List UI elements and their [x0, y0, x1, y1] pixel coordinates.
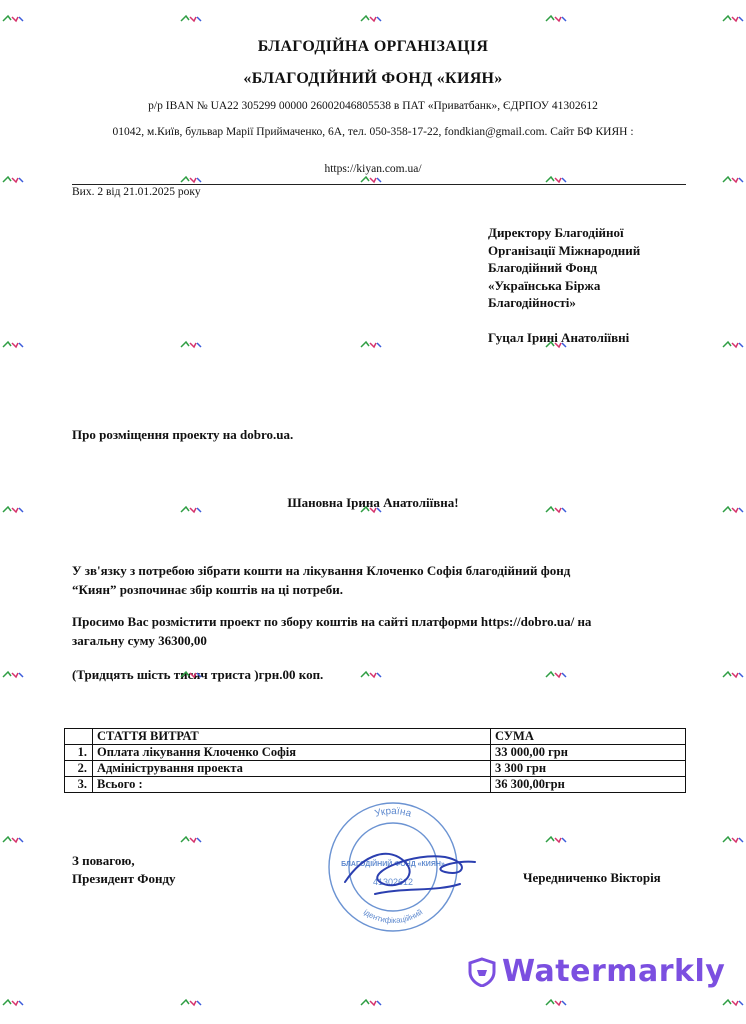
scan-mark-icon: [722, 14, 744, 24]
regards-text: З повагою,: [72, 853, 135, 868]
stamp-top-text: Україна: [373, 805, 413, 820]
scan-mark-icon: [180, 505, 202, 515]
scan-mark-stroke: [190, 508, 196, 512]
scan-mark-icon: [545, 835, 567, 845]
scan-mark-stroke: [3, 672, 11, 677]
body-paragraph-2: [72, 612, 682, 650]
scan-mark-icon: [180, 175, 202, 185]
scan-mark-stroke: [370, 343, 376, 347]
scan-mark-stroke: [181, 507, 189, 512]
scan-mark-stroke: [19, 1001, 23, 1005]
scan-mark-stroke: [19, 508, 23, 512]
scan-mark-stroke: [19, 178, 23, 182]
scan-mark-icon: [360, 998, 382, 1008]
scan-mark-stroke: [181, 177, 189, 182]
scan-mark-icon: [2, 998, 24, 1008]
scan-mark-stroke: [181, 16, 189, 21]
signer-position: Президент Фонду: [72, 871, 176, 886]
table-row: [65, 777, 686, 793]
scan-mark-stroke: [12, 17, 18, 21]
scan-mark-stroke: [723, 342, 731, 347]
scan-mark-stroke: [12, 673, 18, 677]
scan-mark-stroke: [361, 16, 369, 21]
scan-mark-icon: [545, 14, 567, 24]
scan-mark-icon: [360, 340, 382, 350]
row-amount: 33 000,00 грн: [491, 745, 686, 761]
scan-mark-stroke: [181, 837, 189, 842]
scan-mark-stroke: [197, 673, 201, 677]
stamp-code-text: 41302612: [372, 877, 414, 887]
scan-mark-icon: [180, 670, 202, 680]
address-line: 01042, м.Київ, бульвар Марії Приймаченко, 6А, тел. 050-358-17-22, fondkian@gmail.com. Сайт БФ КИЯН :: [112, 126, 634, 138]
scan-mark-stroke: [190, 673, 196, 677]
scan-mark-stroke: [739, 838, 743, 842]
addressee-name: Гуцал Ірині Анатоліївні: [488, 329, 630, 345]
scan-mark-stroke: [562, 673, 566, 677]
row-item: Адміністрування проекта: [93, 761, 491, 777]
body-line: У зв'язку з потребою зібрати кошти на лікування Клоченко Софія благодійний фонд: [72, 563, 571, 578]
scan-mark-stroke: [190, 17, 196, 21]
scan-mark-icon: [2, 835, 24, 845]
scan-mark-stroke: [3, 177, 11, 182]
signer-name: Чередниченко Вікторія: [523, 870, 661, 885]
body-line: загальну суму 36300,00: [72, 633, 207, 648]
scan-mark-icon: [722, 998, 744, 1008]
addressee-block: [488, 224, 640, 346]
watermark-label: Watermarkly: [502, 954, 726, 989]
scan-mark-stroke: [370, 17, 376, 21]
row-amount: 36 300,00грн: [491, 777, 686, 793]
scan-mark-stroke: [12, 508, 18, 512]
addressee-line: Благодійний Фонд: [488, 260, 598, 275]
bank-details-line: р/р IBAN № UA22 305299 00000 26002046805538 в ПАТ «Приватбанк», ЄДРПОУ 41302612: [148, 100, 598, 112]
scan-mark-stroke: [739, 508, 743, 512]
scan-mark-stroke: [377, 343, 381, 347]
addressee-line: Благодійності»: [488, 295, 576, 310]
scan-mark-stroke: [12, 1001, 18, 1005]
scan-mark-icon: [722, 340, 744, 350]
scan-mark-icon: [545, 670, 567, 680]
scan-mark-stroke: [197, 17, 201, 21]
scan-mark-stroke: [739, 178, 743, 182]
table-header-row: [65, 729, 686, 745]
scan-mark-stroke: [555, 17, 561, 21]
scan-mark-icon: [2, 340, 24, 350]
cost-table: [64, 728, 686, 793]
scan-mark-stroke: [3, 837, 11, 842]
table-row: [65, 761, 686, 777]
scan-mark-stroke: [739, 1001, 743, 1005]
addressee-line: Директору Благодійної: [488, 225, 624, 240]
scan-mark-stroke: [12, 343, 18, 347]
scan-mark-stroke: [197, 343, 201, 347]
stamp-bottom-text: ідентифікаційний: [361, 907, 425, 926]
scan-mark-icon: [180, 14, 202, 24]
signature-stroke: [345, 854, 475, 894]
scan-mark-stroke: [739, 343, 743, 347]
watermark: [468, 954, 725, 989]
scan-mark-stroke: [197, 838, 201, 842]
scan-mark-stroke: [181, 342, 189, 347]
scan-mark-stroke: [370, 178, 376, 182]
scan-mark-stroke: [732, 838, 738, 842]
scan-mark-stroke: [546, 342, 554, 347]
scan-mark-stroke: [3, 16, 11, 21]
scan-mark-stroke: [555, 178, 561, 182]
scan-mark-stroke: [377, 508, 381, 512]
scan-mark-stroke: [723, 672, 731, 677]
scan-mark-icon: [180, 340, 202, 350]
scan-mark-stroke: [361, 1000, 369, 1005]
scan-mark-stroke: [732, 673, 738, 677]
amount-in-words: (Тридцять шість тисяч триста )грн.00 коп.: [72, 667, 324, 682]
scan-mark-icon: [360, 505, 382, 515]
scan-mark-icon: [722, 835, 744, 845]
letter-greeting: Шановна Ірина Анатоліївна!: [287, 495, 459, 510]
scan-mark-stroke: [3, 342, 11, 347]
scan-mark-stroke: [546, 16, 554, 21]
scan-mark-stroke: [19, 673, 23, 677]
scan-mark-stroke: [562, 1001, 566, 1005]
scan-mark-icon: [2, 14, 24, 24]
scan-mark-stroke: [546, 1000, 554, 1005]
scan-mark-stroke: [377, 17, 381, 21]
scan-mark-stroke: [190, 838, 196, 842]
scan-mark-stroke: [723, 837, 731, 842]
scan-mark-stroke: [19, 17, 23, 21]
website-line: https://kiyan.com.ua/: [324, 163, 422, 175]
table-header-cell: СТАТТЯ ВИТРАТ: [93, 729, 491, 745]
scan-mark-stroke: [361, 177, 369, 182]
scan-mark-icon: [2, 175, 24, 185]
row-item: Оплата лікування Клоченко Софія: [93, 745, 491, 761]
scan-mark-icon: [2, 670, 24, 680]
scan-mark-stroke: [361, 507, 369, 512]
scan-mark-stroke: [370, 508, 376, 512]
body-line: Просимо Вас розмістити проект по збору коштів на сайті платформи https://dobro.ua/ на: [72, 614, 592, 629]
shield-icon: [468, 957, 496, 987]
scan-mark-stroke: [190, 343, 196, 347]
scan-mark-icon: [2, 505, 24, 515]
scan-mark-stroke: [197, 178, 201, 182]
outgoing-reference: Вих. 2 від 21.01.2025 року: [72, 186, 201, 198]
scan-mark-stroke: [555, 1001, 561, 1005]
scan-mark-icon: [545, 998, 567, 1008]
scan-mark-stroke: [370, 1001, 376, 1005]
scan-mark-stroke: [361, 672, 369, 677]
table-header-cell: СУМА: [491, 729, 686, 745]
scan-mark-icon: [722, 670, 744, 680]
scan-mark-stroke: [19, 343, 23, 347]
scan-mark-icon: [545, 505, 567, 515]
scan-mark-stroke: [562, 178, 566, 182]
scan-mark-stroke: [732, 17, 738, 21]
scan-mark-stroke: [555, 838, 561, 842]
scan-mark-stroke: [723, 507, 731, 512]
org-name-heading: «БЛАГОДІЙНИЙ ФОНД «КИЯН»: [243, 70, 503, 87]
body-line: “Киян” розпочинає збір коштів на ці потреби.: [72, 582, 344, 597]
row-amount: 3 300 грн: [491, 761, 686, 777]
scan-mark-stroke: [723, 177, 731, 182]
scan-mark-stroke: [181, 1000, 189, 1005]
scan-mark-stroke: [739, 673, 743, 677]
scan-mark-stroke: [562, 838, 566, 842]
scan-mark-stroke: [732, 1001, 738, 1005]
body-paragraph-1: [72, 561, 682, 599]
scan-mark-stroke: [555, 673, 561, 677]
row-item: Всього :: [93, 777, 491, 793]
scan-mark-icon: [360, 175, 382, 185]
scan-mark-stroke: [197, 508, 201, 512]
scan-mark-stroke: [723, 16, 731, 21]
table-row: [65, 745, 686, 761]
scan-mark-stroke: [723, 1000, 731, 1005]
scan-mark-stroke: [739, 17, 743, 21]
scan-mark-stroke: [197, 1001, 201, 1005]
scan-mark-stroke: [377, 178, 381, 182]
scan-mark-stroke: [12, 838, 18, 842]
scan-mark-stroke: [3, 507, 11, 512]
scan-mark-stroke: [361, 342, 369, 347]
signoff-block: [72, 852, 176, 888]
table-header-cell: [65, 729, 93, 745]
scan-mark-stroke: [377, 1001, 381, 1005]
scan-mark-stroke: [546, 177, 554, 182]
scan-mark-stroke: [555, 508, 561, 512]
row-number: 3.: [65, 777, 93, 793]
scan-mark-stroke: [370, 673, 376, 677]
scan-mark-stroke: [181, 672, 189, 677]
scan-mark-stroke: [190, 1001, 196, 1005]
addressee-line: «Українська Біржа: [488, 277, 601, 293]
row-number: 1.: [65, 745, 93, 761]
scan-mark-stroke: [562, 17, 566, 21]
scan-mark-icon: [722, 175, 744, 185]
scan-mark-icon: [722, 505, 744, 515]
org-type-heading: БЛАГОДІЙНА ОРГАНІЗАЦІЯ: [257, 38, 489, 55]
stamp-name-text: БЛАГОДІЙНИЙ ФОНД «КИЯН»: [341, 861, 445, 868]
scan-mark-stroke: [562, 508, 566, 512]
row-number: 2.: [65, 761, 93, 777]
scan-mark-icon: [545, 340, 567, 350]
scan-mark-stroke: [732, 178, 738, 182]
signature: [335, 832, 485, 912]
scan-mark-icon: [180, 835, 202, 845]
scan-mark-stroke: [562, 343, 566, 347]
scan-mark-stroke: [555, 343, 561, 347]
addressee-line: Організації Міжнародний: [488, 242, 641, 258]
scan-mark-icon: [360, 14, 382, 24]
scan-mark-icon: [180, 998, 202, 1008]
letter-subject: Про розміщення проекту на dobro.ua.: [72, 427, 294, 442]
scan-mark-stroke: [3, 1000, 11, 1005]
scan-mark-stroke: [732, 343, 738, 347]
scan-mark-stroke: [546, 837, 554, 842]
scan-mark-stroke: [377, 673, 381, 677]
scan-mark-stroke: [19, 838, 23, 842]
scan-mark-icon: [545, 175, 567, 185]
scan-mark-icon: [360, 670, 382, 680]
scan-mark-stroke: [546, 507, 554, 512]
scan-mark-stroke: [12, 178, 18, 182]
scan-mark-stroke: [732, 508, 738, 512]
scan-mark-stroke: [190, 178, 196, 182]
scan-mark-stroke: [546, 672, 554, 677]
